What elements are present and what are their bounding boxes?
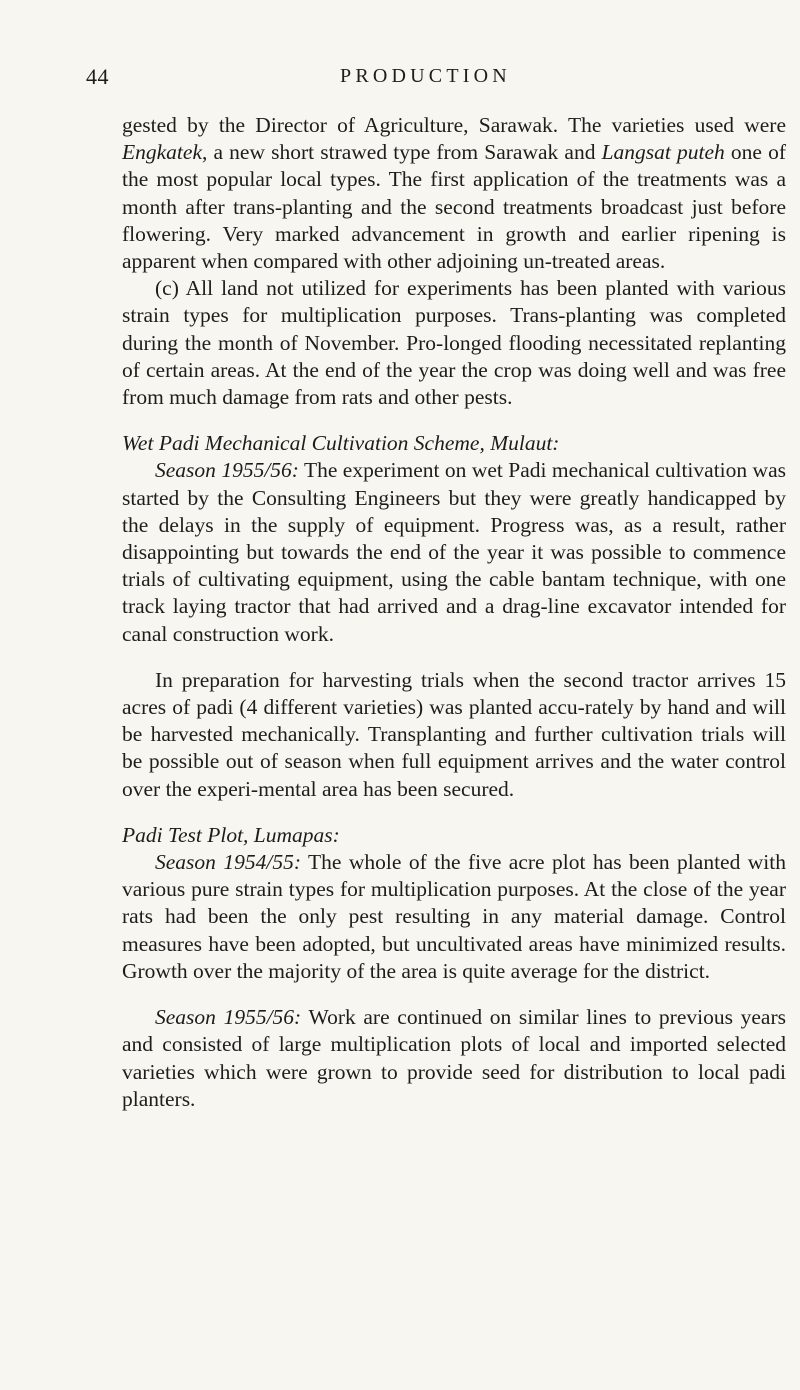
paragraph-harvesting-trials: In preparation for harvesting trials when the second tractor arrives 15 acres of padi (4 different varieties) was planted accu-rately by hand and will be harvested mechanically. Transplanting and further cultivation trials will be possible out of season when full equipment arrives and the water control over the experi-mental area has been secured.: [122, 667, 786, 801]
season-label: Season 1955/56:: [155, 1005, 302, 1030]
paragraph-continuation: [122, 112, 786, 275]
paragraph-season-1955-56-mulaut: [122, 457, 786, 647]
paragraph-text: Work are continued on similar lines to previous years and consisted of large multiplication plots of local and imported selected varieties which were grown to provide seed for distribution to local padi planters.: [122, 1005, 786, 1111]
variety-name: Engkatek: [122, 140, 202, 165]
paragraph-season-1954-55: [122, 849, 786, 985]
page-body: [122, 112, 786, 1113]
section-heading-lumapas: Padi Test Plot, Lumapas:: [122, 822, 340, 847]
page-header: [0, 64, 800, 94]
section-heading-mulaut: Wet Padi Mechanical Cultivation Scheme, Mulaut:: [122, 431, 560, 456]
season-label: Season 1954/55:: [155, 850, 301, 875]
paragraph-text: gested by the Director of Agriculture, Sarawak. The varieties used were: [122, 113, 786, 137]
paragraph-season-1955-56-lumapas: [122, 1004, 786, 1113]
variety-name: Langsat puteh: [601, 140, 725, 165]
page-number: 44: [86, 64, 109, 89]
paragraph-text: , a new short strawed type from Sarawak and: [202, 140, 602, 165]
running-title: PRODUCTION: [340, 65, 511, 87]
paragraph-text: The experiment on wet Padi mechanical cultivation was started by the Consulting Engineers but they were greatly handicapped by the delays in the supply of equipment. Progress was, as a result, rather disappointing but towards the end of the year it was possible to commence trials of cultivating equipment, using the cable bantam technique, with one track laying tractor that had arrived and a drag-line excavator intended for canal construction work.: [122, 458, 786, 646]
paragraph-text: one of the most popular local types. The first application of the treatments was a month after trans-planting and the second treatments broadcast just before flowering. Very marked advancement in growth and earlier ripening is apparent when compared with other adjoining un-treated areas.: [122, 140, 786, 274]
season-label: Season 1955/56:: [155, 458, 299, 483]
paragraph-text: The whole of the five acre plot has been planted with various pure strain types for multiplication purposes. At the close of the year rats had been the only pest resulting in any material damage. Control measures have been adopted, but uncultivated areas have minimized results. Growth over the majority of the area is quite average for the district.: [122, 850, 786, 983]
paragraph-c: (c) All land not utilized for experiments has been planted with various strain types for multiplication purposes. Trans-planting was completed during the month of November. Pro-longed flooding necessitated replanting of certain areas. At the end of the year the crop was doing well and was free from much damage from rats and other pests.: [122, 276, 786, 410]
